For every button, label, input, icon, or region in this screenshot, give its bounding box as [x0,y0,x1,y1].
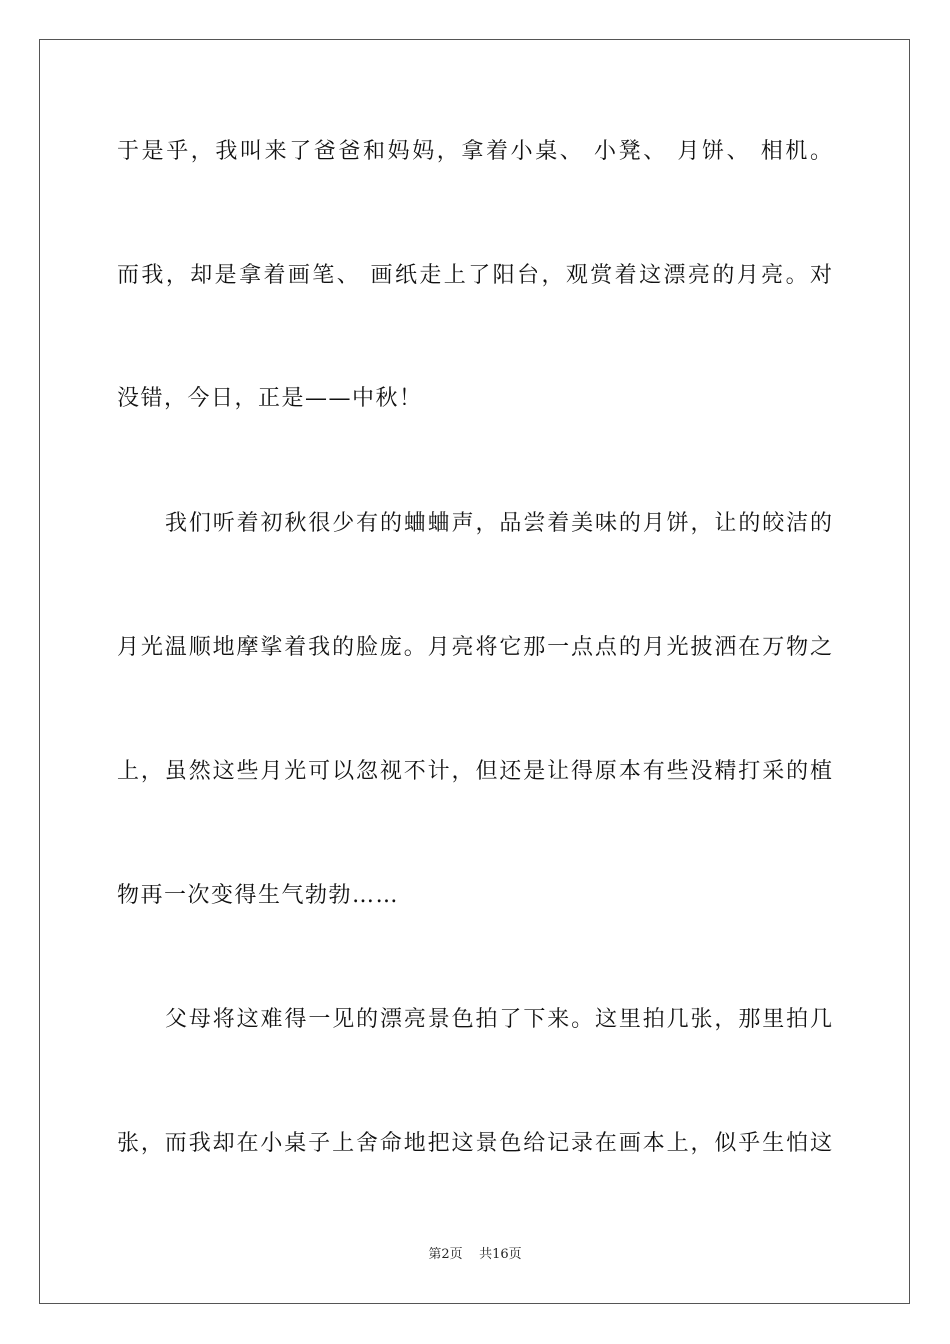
page-number: 第2页 [428,1247,463,1262]
page-footer [0,1247,950,1263]
text-line-9: 张，而我却在小桌子上舍命地把这景色给记录在画本上，似乎生怕这 [117,1131,832,1156]
page-total: 共16页 [479,1247,522,1262]
text-line-8: 父母将这难得一见的漂亮景色拍了下来。这里拍几张，那里拍几 [165,1007,832,1032]
text-line-6: 上，虽然这些月光可以忽视不计，但还是让得原本有些没精打采的植 [117,759,832,784]
text-line-5: 月光温顺地摩挲着我的脸庞。月亮将它那一点点的月光披洒在万物之 [117,635,832,660]
text-line-4: 我们听着初秋很少有的蛐蛐声，品尝着美味的月饼，让的皎洁的 [165,511,832,536]
text-line-1: 于是乎，我叫来了爸爸和妈妈，拿着小桌、 小凳、 月饼、 相机。 [117,139,832,164]
text-line-7: 物再一次变得生气勃勃…… [117,883,400,908]
page-border [39,39,910,1304]
text-line-2: 而我，却是拿着画笔、 画纸走上了阳台，观赏着这漂亮的月亮。对 [117,263,832,288]
text-line-3: 没错，今日，正是——中秋！ [117,386,423,411]
